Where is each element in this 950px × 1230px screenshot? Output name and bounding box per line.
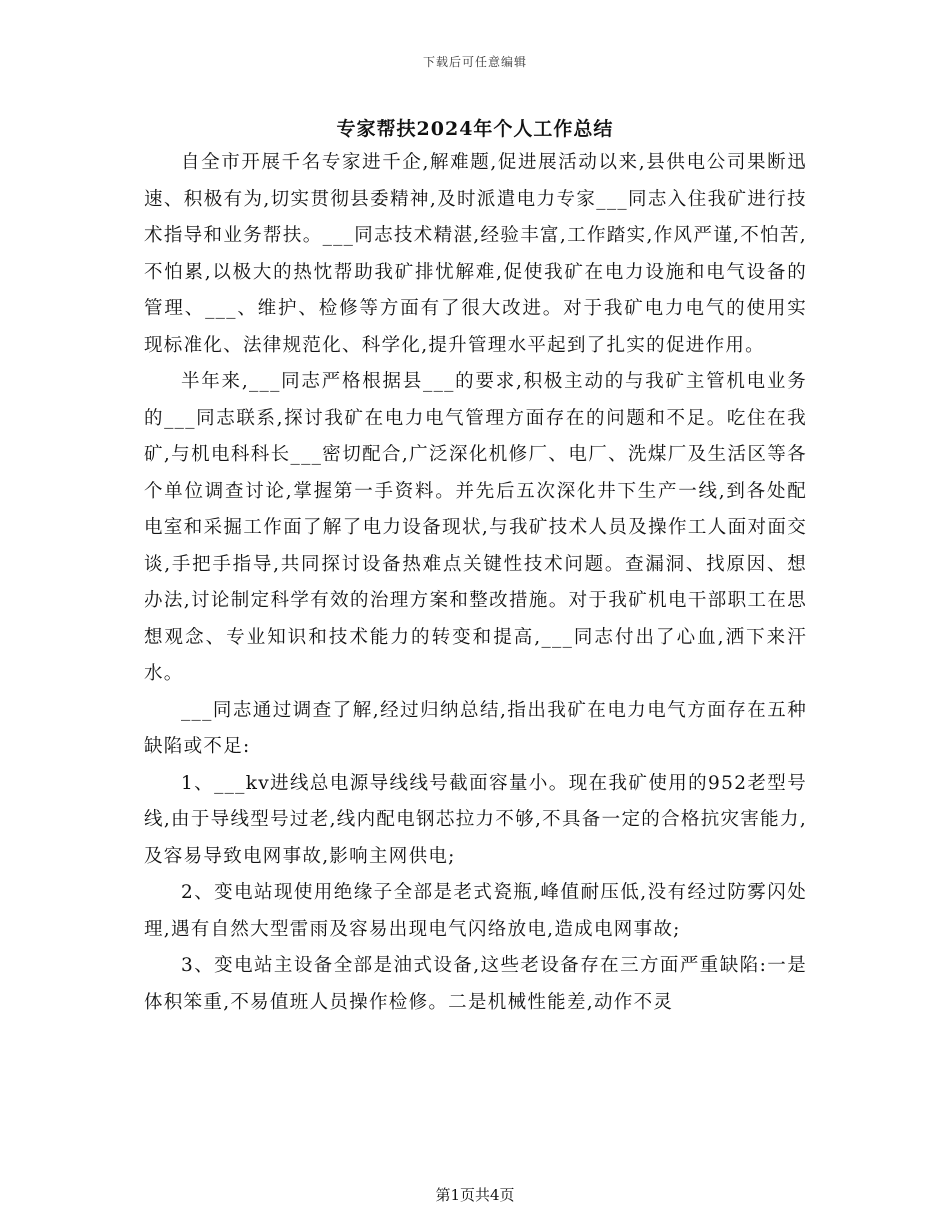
paragraph: ___同志通过调查了解,经过归纳总结,指出我矿在电力电气方面存在五种缺陷或不足: xyxy=(144,699,807,757)
paragraph: 1、___kv进线总电源导线线号截面容量小。现在我矿使用的952老型号线,由于导线型号过老,线内配电钢芯拉力不够,不具备一定的合格抗灾害能力,及容易导致电网事故,影响主网供电; xyxy=(144,772,807,867)
page-number: 第1页共4页 xyxy=(435,1186,515,1204)
document-title: 专家帮扶2024年个人工作总结 xyxy=(336,118,614,140)
paragraph: 2、变电站现使用绝缘子全部是老式瓷瓶,峰值耐压低,没有经过防雾闪处理,遇有自然大型雷雨及容易出现电气闪络放电,造成电网事故; xyxy=(144,882,807,940)
paragraph: 自全市开展千名专家进千企,解难题,促进展活动以来,县供电公司果断迅速、积极有为,切实贯彻县委精神,及时派遣电力专家___同志入住我矿进行技术指导和业务帮扶。___同志技术精湛,经验丰富,工作踏实,作风严谨,不怕苦,不怕累,以极大的热忱帮助我矿排忧解难,促使我矿在电力设施和电气设备的管理、___、维护、检修等方面有了很大改进。对于我矿电力电气的使用实现标准化、法律规范化、科学化,提升管理水平起到了扎实的促进作用。 xyxy=(144,152,807,356)
document-body xyxy=(144,145,807,1021)
paragraph: 3、变电站主设备全部是油式设备,这些老设备存在三方面严重缺陷:一是体积笨重,不易值班人员操作检修。二是机械性能差,动作不灵 xyxy=(144,955,807,1013)
paragraph: 半年来,___同志严格根据县___的要求,积极主动的与我矿主管机电业务的___同志联系,探讨我矿在电力电气管理方面存在的问题和不足。吃住在我矿,与机电科科长___密切配合,广泛深化机修厂、电厂、洗煤厂及生活区等各个单位调查讨论,掌握第一手资料。并先后五次深化井下生产一线,到各处配电室和采掘工作面了解了电力设备现状,与我矿技术人员及操作工人面对面交谈,手把手指导,共同探讨设备热难点关键性技术问题。查漏洞、找原因、想办法,讨论制定科学有效的治理方案和整改措施。对于我矿机电干部职工在思想观念、专业知识和技术能力的转变和提高,___同志付出了心血,洒下来汗水。 xyxy=(144,371,807,684)
header-note: 下载后可任意编辑 xyxy=(422,55,527,69)
